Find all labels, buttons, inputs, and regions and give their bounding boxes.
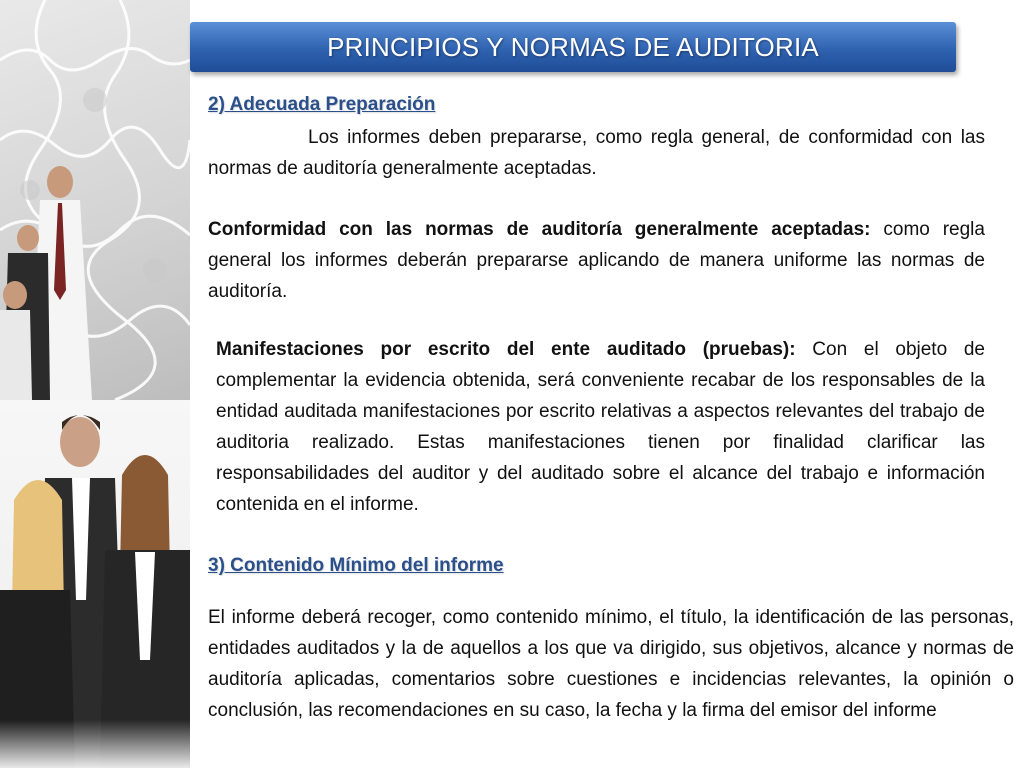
manifestaciones-paragraph [216, 334, 985, 520]
section-3-heading: 3) Contenido Mínimo del informe [208, 555, 504, 576]
page-title: PRINCIPIOS Y NORMAS DE AUDITORIA [327, 31, 819, 62]
decorative-photo-column [0, 0, 190, 768]
section-2-intro-paragraph [208, 122, 985, 184]
conformidad-label: Conformidad con las normas de auditoría generalmente aceptadas: [208, 219, 871, 240]
puzzle-business-team-photo [0, 0, 190, 400]
conformidad-text: como regla general los informes deberán prepararse aplicando de manera uniforme las normas de auditoría. [208, 219, 985, 302]
title-banner [190, 22, 956, 72]
conformidad-paragraph [208, 214, 985, 307]
puzzle-pattern-icon [0, 0, 190, 400]
business-people-photo [0, 400, 190, 768]
section-2-heading: 2) Adecuada Preparación [208, 94, 436, 115]
manifestaciones-text: Con el objeto de complementar la evidencia obtenida, será conveniente recabar de los responsables de la entidad auditada manifestaciones por escrito relativas a aspectos relevantes del trabajo de auditoria realizado. Estas manifestaciones tienen por finalidad clarificar las responsabilidades del auditor y del auditado sobre el alcance del trabajo e información contenida en el informe. [216, 339, 985, 515]
section-3-paragraph: El informe deberá recoger, como contenido mínimo, el título, la identificación de las personas, entidades auditados y la de aquellos a los que va dirigido, sus objetivos, alcance y normas de auditoría aplicadas, comentarios sobre cuestiones e incidencias relevantes, la opinión o conclusión, las recomendaciones en su caso, la fecha y la firma del emisor del informe [208, 607, 1014, 721]
manifestaciones-label: Manifestaciones por escrito del ente auditado (pruebas): [216, 339, 796, 360]
people-silhouettes-icon [0, 400, 190, 768]
section-2-intro-text: Los informes deben prepararse, como regla general, de conformidad con las normas de auditoría generalmente aceptadas. [208, 127, 985, 179]
